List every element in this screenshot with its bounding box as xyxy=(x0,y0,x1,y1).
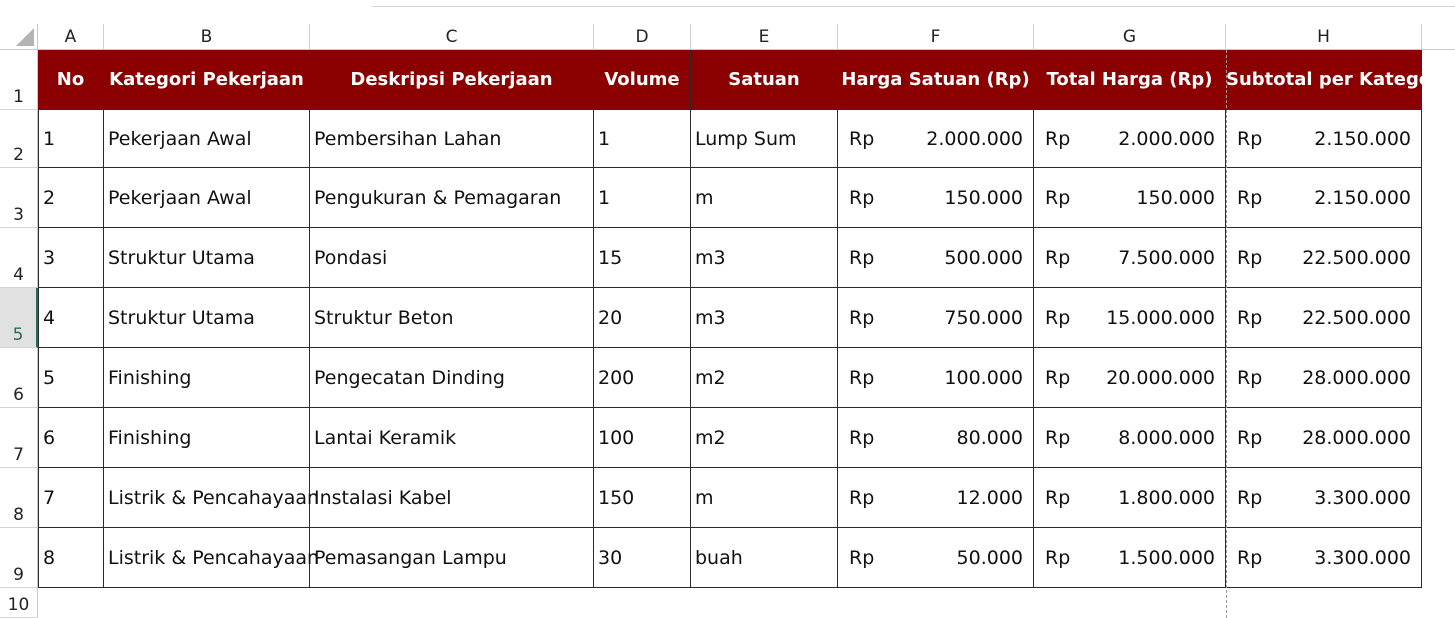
cell-text: 6 xyxy=(43,426,56,449)
cell-text: m3 xyxy=(695,246,726,269)
currency-prefix: Rp xyxy=(849,546,875,569)
cell-text: Pengecatan Dinding xyxy=(314,366,505,389)
cell-text: 7 xyxy=(43,486,56,509)
table-header-cell: Total Harga (Rp) xyxy=(1034,50,1226,110)
currency-prefix: Rp xyxy=(1237,546,1263,569)
currency-value: 28.000.000 xyxy=(1302,426,1411,449)
table-cell-subtotal[interactable] xyxy=(1226,288,1422,348)
row-header-8[interactable] xyxy=(0,468,38,528)
cell-text: Listrik & Pencahayaan xyxy=(108,486,320,509)
table-cell-no[interactable] xyxy=(38,348,104,408)
cell-text: 8 xyxy=(43,546,56,569)
currency-prefix: Rp xyxy=(849,246,875,269)
table-cell-subtotal[interactable] xyxy=(1226,228,1422,288)
column-header-f[interactable]: F xyxy=(838,24,1034,50)
cell-text: 1 xyxy=(598,186,611,209)
table-cell-harga[interactable] xyxy=(838,228,1034,288)
cell-text: Listrik & Pencahayaan xyxy=(108,546,320,569)
currency-value: 1.800.000 xyxy=(1118,486,1215,509)
row-header-label: 5 xyxy=(12,325,24,345)
table-header-cell: Subtotal per Kategori xyxy=(1226,50,1422,110)
currency-value: 2.000.000 xyxy=(1118,127,1215,150)
currency-prefix: Rp xyxy=(849,486,875,509)
cell-text: Struktur Beton xyxy=(314,306,454,329)
table-header-cell: Volume xyxy=(594,50,691,110)
cell-text: Pekerjaan Awal xyxy=(108,186,252,209)
cell-text: 1 xyxy=(43,127,56,150)
cell-text: m xyxy=(695,486,714,509)
row-header-label: 8 xyxy=(13,505,24,525)
currency-prefix: Rp xyxy=(1237,127,1263,150)
table-cell-deskripsi[interactable] xyxy=(310,110,594,168)
row-header-6[interactable] xyxy=(0,348,38,408)
cell-text: Lantai Keramik xyxy=(314,426,457,449)
table-cell-deskripsi[interactable] xyxy=(310,528,594,588)
currency-prefix: Rp xyxy=(1237,366,1263,389)
column-header-d[interactable]: D xyxy=(594,24,691,50)
currency-value: 2.150.000 xyxy=(1314,127,1411,150)
table-cell-total[interactable] xyxy=(1034,228,1226,288)
table-cell-volume[interactable] xyxy=(594,228,691,288)
cell-text: 200 xyxy=(598,366,635,389)
row-header-label: 7 xyxy=(13,445,24,465)
column-header-filler xyxy=(1422,24,1455,50)
table-cell-harga[interactable] xyxy=(838,110,1034,168)
table-cell-total[interactable] xyxy=(1034,288,1226,348)
table-cell-kategori[interactable] xyxy=(104,468,320,528)
table-cell-total[interactable] xyxy=(1034,348,1226,408)
table-cell-no[interactable] xyxy=(38,228,104,288)
table-cell-deskripsi[interactable] xyxy=(310,288,594,348)
column-header-a[interactable]: A xyxy=(38,24,104,50)
row-header-1[interactable] xyxy=(0,50,38,110)
currency-value: 12.000 xyxy=(956,486,1023,509)
row-header-label: 1 xyxy=(13,87,24,107)
table-cell-volume[interactable] xyxy=(594,468,691,528)
cell-text: Struktur Utama xyxy=(108,246,255,269)
table-cell-subtotal[interactable] xyxy=(1226,468,1422,528)
cell-text: Struktur Utama xyxy=(108,306,255,329)
table-cell-total[interactable] xyxy=(1034,408,1226,468)
row-header-label: 2 xyxy=(13,145,24,165)
cell-text: 30 xyxy=(598,546,623,569)
currency-prefix: Rp xyxy=(849,426,875,449)
currency-prefix: Rp xyxy=(849,306,875,329)
table-cell-volume[interactable] xyxy=(594,348,691,408)
cell-text: 4 xyxy=(43,306,56,329)
table-cell-deskripsi[interactable] xyxy=(310,228,594,288)
table-cell-volume[interactable] xyxy=(594,408,691,468)
currency-value: 22.500.000 xyxy=(1302,306,1411,329)
currency-prefix: Rp xyxy=(1237,426,1263,449)
cell-text: m2 xyxy=(695,426,726,449)
cell-text: m3 xyxy=(695,306,726,329)
currency-value: 750.000 xyxy=(944,306,1023,329)
currency-value: 50.000 xyxy=(956,546,1023,569)
currency-value: 7.500.000 xyxy=(1118,246,1215,269)
table-header-cell: Harga Satuan (Rp) xyxy=(838,50,1034,110)
table-cell-deskripsi[interactable] xyxy=(310,408,594,468)
cell-text: Pemasangan Lampu xyxy=(314,546,507,569)
table-cell-deskripsi[interactable] xyxy=(310,168,594,228)
currency-prefix: Rp xyxy=(849,127,875,150)
table-cell-harga[interactable] xyxy=(838,468,1034,528)
table-cell-kategori[interactable] xyxy=(104,288,310,348)
table-cell-deskripsi[interactable] xyxy=(310,348,594,408)
currency-value: 3.300.000 xyxy=(1314,546,1411,569)
row-header-3[interactable] xyxy=(0,168,38,228)
cell-text: Instalasi Kabel xyxy=(314,486,452,509)
table-header-cell: No xyxy=(38,50,104,110)
currency-prefix: Rp xyxy=(1237,306,1263,329)
table-cell-satuan[interactable] xyxy=(691,348,838,408)
select-all-button[interactable] xyxy=(0,24,38,50)
table-cell-no[interactable] xyxy=(38,528,104,588)
currency-prefix: Rp xyxy=(1045,186,1071,209)
table-cell-no[interactable] xyxy=(38,288,104,348)
table-cell-no[interactable] xyxy=(38,110,104,168)
currency-prefix: Rp xyxy=(1045,306,1071,329)
row-header-5[interactable] xyxy=(0,288,38,348)
column-header-e[interactable]: E xyxy=(691,24,838,50)
currency-prefix: Rp xyxy=(1045,246,1071,269)
table-cell-subtotal[interactable] xyxy=(1226,348,1422,408)
column-header-c[interactable]: C xyxy=(310,24,594,50)
currency-prefix: Rp xyxy=(1045,486,1071,509)
cell-text: Pengukuran & Pemagaran xyxy=(314,186,562,209)
cell-text: m xyxy=(695,186,714,209)
table-header-cell: Deskripsi Pekerjaan xyxy=(310,50,594,110)
currency-value: 1.500.000 xyxy=(1118,546,1215,569)
table-cell-deskripsi[interactable] xyxy=(310,468,594,528)
cell-text: buah xyxy=(695,546,743,569)
row-header-2[interactable] xyxy=(0,110,38,168)
column-header-h[interactable]: H xyxy=(1226,24,1422,50)
table-cell-harga[interactable] xyxy=(838,528,1034,588)
currency-prefix: Rp xyxy=(1045,366,1071,389)
cell-text: m2 xyxy=(695,366,726,389)
table-cell-kategori[interactable] xyxy=(104,408,310,468)
select-all-triangle-icon xyxy=(16,28,34,46)
currency-prefix: Rp xyxy=(1045,426,1071,449)
table-cell-volume[interactable] xyxy=(594,110,691,168)
table-cell-satuan[interactable] xyxy=(691,528,838,588)
currency-value: 80.000 xyxy=(956,426,1023,449)
table-cell-subtotal[interactable] xyxy=(1226,110,1422,168)
row-header-label: 3 xyxy=(13,205,24,225)
table-header-cell: Kategori Pekerjaan xyxy=(104,50,310,110)
row-header-4[interactable] xyxy=(0,228,38,288)
table-cell-kategori[interactable] xyxy=(104,528,320,588)
table-cell-harga[interactable] xyxy=(838,288,1034,348)
currency-value: 150.000 xyxy=(944,186,1023,209)
cell-text: 5 xyxy=(43,366,56,389)
table-cell-kategori[interactable] xyxy=(104,348,310,408)
row-header-10[interactable] xyxy=(0,588,38,618)
cell-text: Pekerjaan Awal xyxy=(108,127,252,150)
table-cell-harga[interactable] xyxy=(838,348,1034,408)
currency-value: 100.000 xyxy=(944,366,1023,389)
table-cell-satuan[interactable] xyxy=(691,228,838,288)
currency-prefix: Rp xyxy=(1237,186,1263,209)
currency-value: 22.500.000 xyxy=(1302,246,1411,269)
currency-value: 150.000 xyxy=(1136,186,1215,209)
table-cell-subtotal[interactable] xyxy=(1226,168,1422,228)
table-cell-harga[interactable] xyxy=(838,408,1034,468)
cell-text: 2 xyxy=(43,186,56,209)
table-cell-total[interactable] xyxy=(1034,528,1226,588)
table-cell-no[interactable] xyxy=(38,468,104,528)
table-cell-total[interactable] xyxy=(1034,110,1226,168)
cell-text: 150 xyxy=(598,486,635,509)
column-header-b[interactable]: B xyxy=(104,24,310,50)
table-cell-subtotal[interactable] xyxy=(1226,528,1422,588)
cell-text: 1 xyxy=(598,127,611,150)
cell-text: 3 xyxy=(43,246,56,269)
table-cell-subtotal[interactable] xyxy=(1226,408,1422,468)
cell-text: 100 xyxy=(598,426,635,449)
cell-text: Finishing xyxy=(108,366,192,389)
table-header-cell: Satuan xyxy=(691,50,838,110)
currency-prefix: Rp xyxy=(849,366,875,389)
cell-text: Pondasi xyxy=(314,246,388,269)
row-header-label: 4 xyxy=(13,265,24,285)
table-cell-satuan[interactable] xyxy=(691,288,838,348)
currency-value: 2.000.000 xyxy=(926,127,1023,150)
currency-prefix: Rp xyxy=(849,186,875,209)
cell-text: 15 xyxy=(598,246,623,269)
cell-text: Finishing xyxy=(108,426,192,449)
table-cell-total[interactable] xyxy=(1034,168,1226,228)
row-header-label: 6 xyxy=(13,385,24,405)
currency-value: 20.000.000 xyxy=(1106,366,1215,389)
table-cell-kategori[interactable] xyxy=(104,168,310,228)
currency-prefix: Rp xyxy=(1237,246,1263,269)
table-cell-volume[interactable] xyxy=(594,288,691,348)
table-cell-kategori[interactable] xyxy=(104,228,310,288)
table-cell-no[interactable] xyxy=(38,168,104,228)
table-cell-volume[interactable] xyxy=(594,528,691,588)
page-break-line xyxy=(1226,50,1227,618)
currency-value: 28.000.000 xyxy=(1302,366,1411,389)
table-cell-no[interactable] xyxy=(38,408,104,468)
table-cell-satuan[interactable] xyxy=(691,110,838,168)
currency-prefix: Rp xyxy=(1045,127,1071,150)
table-cell-volume[interactable] xyxy=(594,168,691,228)
cell-text: Pembersihan Lahan xyxy=(314,127,502,150)
cell-text: 20 xyxy=(598,306,623,329)
currency-prefix: Rp xyxy=(1237,486,1263,509)
table-cell-satuan[interactable] xyxy=(691,168,838,228)
table-cell-harga[interactable] xyxy=(838,168,1034,228)
currency-value: 3.300.000 xyxy=(1314,486,1411,509)
column-header-g[interactable]: G xyxy=(1034,24,1226,50)
cell-text: Lump Sum xyxy=(695,127,797,150)
table-cell-kategori[interactable] xyxy=(104,110,310,168)
row-header-7[interactable] xyxy=(0,408,38,468)
currency-prefix: Rp xyxy=(1045,546,1071,569)
row-header-label: 10 xyxy=(7,595,30,615)
currency-value: 500.000 xyxy=(944,246,1023,269)
table-cell-satuan[interactable] xyxy=(691,408,838,468)
currency-value: 2.150.000 xyxy=(1314,186,1411,209)
table-cell-total[interactable] xyxy=(1034,468,1226,528)
currency-value: 15.000.000 xyxy=(1106,306,1215,329)
row-header-label: 9 xyxy=(13,565,24,585)
row-header-9[interactable] xyxy=(0,528,38,588)
table-cell-satuan[interactable] xyxy=(691,468,838,528)
currency-value: 8.000.000 xyxy=(1118,426,1215,449)
